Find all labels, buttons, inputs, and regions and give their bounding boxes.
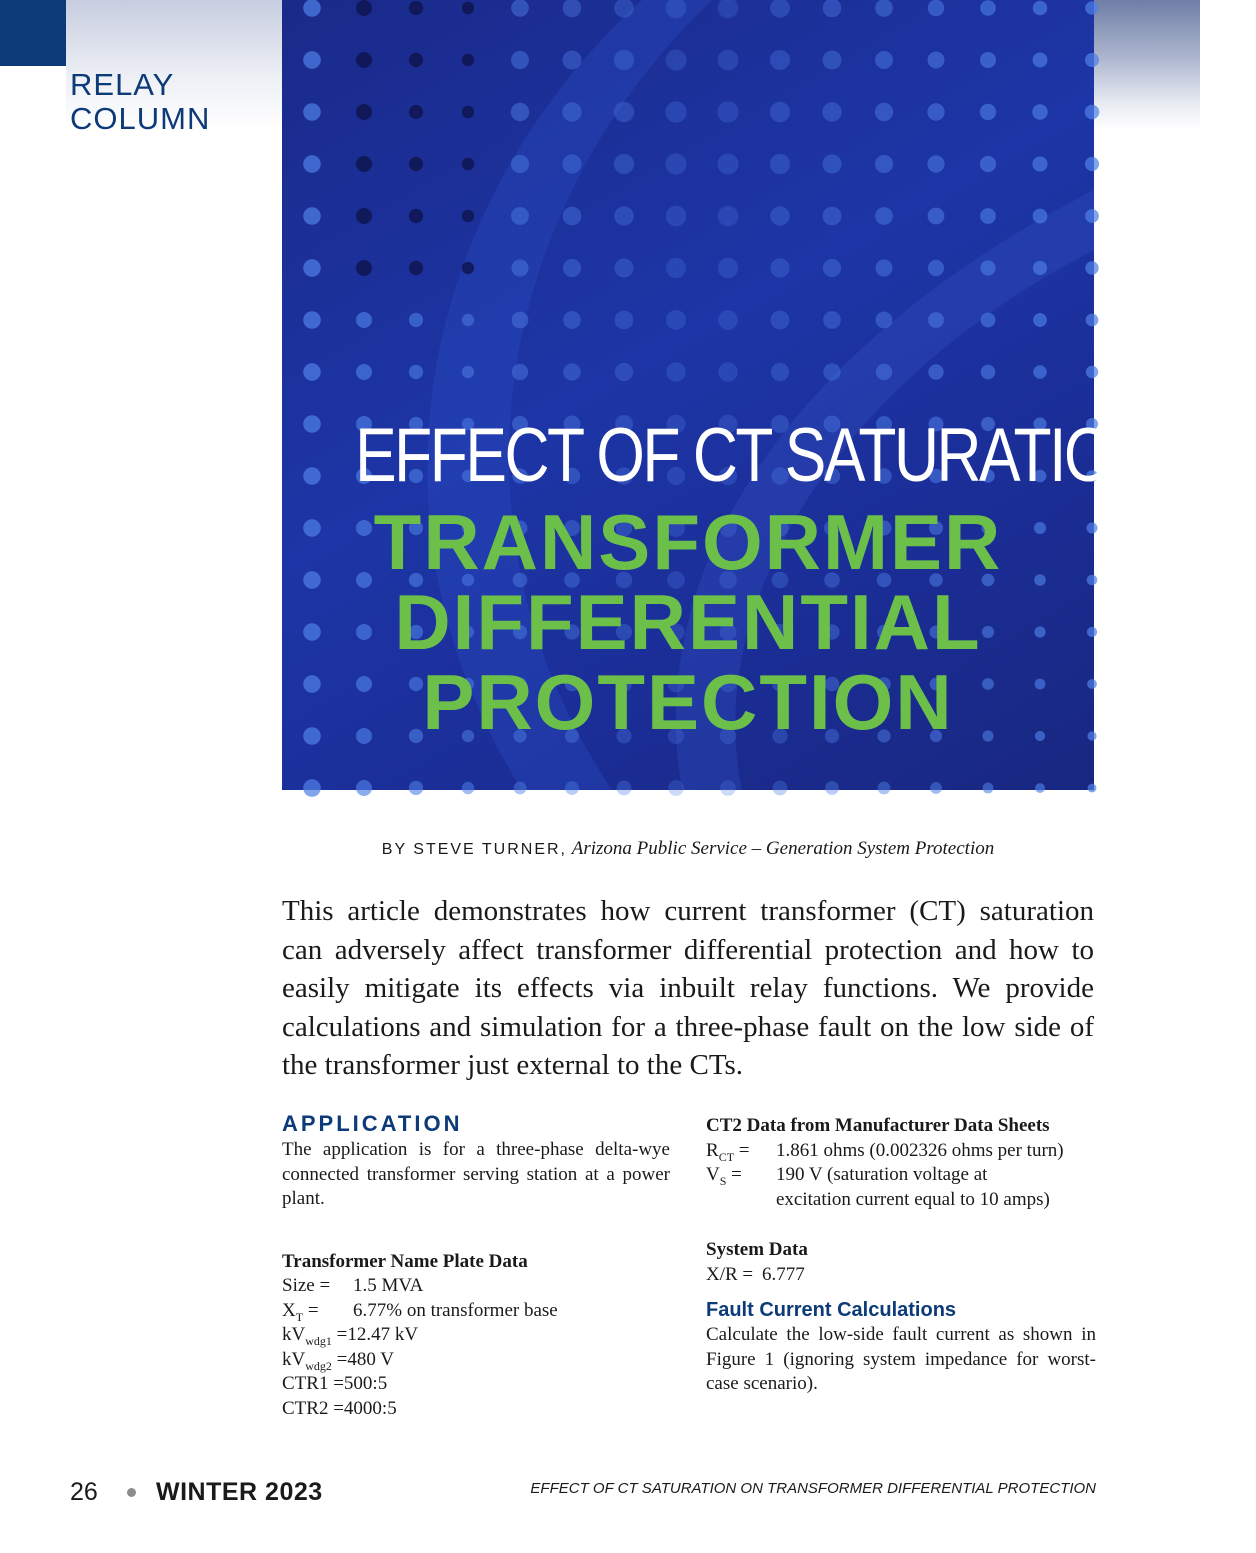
- header-gradient-right: [1094, 0, 1200, 130]
- hero-dot: [717, 153, 738, 174]
- hero-dot: [514, 782, 527, 795]
- hero-dot: [303, 207, 321, 225]
- hero-dot: [511, 259, 528, 276]
- hero-dot: [614, 206, 634, 226]
- hero-dot: [462, 262, 474, 274]
- hero-dot: [409, 209, 423, 223]
- section-label-line1: RELAY: [70, 67, 175, 102]
- hero-dot: [825, 781, 839, 795]
- hero-dot: [303, 363, 321, 381]
- hero-title-green-2: DIFFERENTIAL: [394, 578, 982, 666]
- hero-dot: [409, 53, 423, 67]
- hero-dot: [875, 155, 893, 173]
- hero-dot: [614, 154, 634, 174]
- hero-dot: [511, 51, 529, 69]
- page-number: 26: [70, 1478, 98, 1506]
- right-column: [706, 1114, 1096, 1397]
- hero-dot: [1088, 784, 1097, 793]
- fault-text: Calculate the low-side fault current as shown in Figure 1 (ignoring system impedance for worst-case scenario).: [706, 1324, 1096, 1394]
- hero-dot: [303, 103, 321, 121]
- hero-dot: [718, 310, 738, 330]
- byline: [282, 838, 1094, 860]
- hero-dot: [822, 154, 841, 173]
- system-xr-row: [706, 1263, 1096, 1288]
- hero-dot: [980, 104, 996, 120]
- hero-dot: [409, 313, 423, 327]
- hero-dot: [1085, 261, 1098, 274]
- fault-heading: Fault Current Calculations: [706, 1299, 957, 1321]
- hero-dot: [928, 364, 943, 379]
- hero-dot: [512, 364, 528, 380]
- hero-dot: [356, 364, 372, 380]
- hero-dot: [876, 312, 893, 329]
- hero-dot: [980, 0, 996, 16]
- hero-dot: [511, 103, 529, 121]
- hero-dot: [666, 206, 687, 227]
- hero-dot: [563, 311, 581, 329]
- hero-dot: [563, 259, 581, 277]
- hero-dot: [770, 154, 790, 174]
- hero-dot: [981, 313, 996, 328]
- xr-value: 6.777: [762, 1263, 805, 1285]
- hero-dot: [928, 52, 945, 69]
- hero-dot: [927, 103, 944, 120]
- ct2-vs-row: [706, 1163, 1096, 1188]
- hero-dot: [665, 101, 686, 122]
- hero-dot: [980, 156, 996, 172]
- hero-dot: [356, 0, 372, 16]
- hero-dot: [666, 362, 685, 381]
- hero-dot: [462, 782, 474, 794]
- hero-dot: [666, 310, 686, 330]
- xt-label: $X_T$ =: [282, 1299, 319, 1324]
- hero-dot: [770, 0, 790, 18]
- hero-dot: [356, 780, 372, 796]
- xr-label: X/R =: [706, 1263, 754, 1285]
- hero-dot: [875, 0, 893, 17]
- hero-dot: [823, 259, 841, 277]
- application-heading: APPLICATION: [282, 1111, 463, 1136]
- hero-title-line1: EFFECT OF CT SATURATION ON: [355, 413, 1256, 498]
- hero-dot: [614, 50, 634, 70]
- hero-dot: [615, 311, 634, 330]
- hero-dot: [303, 0, 321, 17]
- hero-dot: [563, 207, 582, 226]
- hero-dot: [928, 208, 945, 225]
- kv2-label: $kV_{wdg2}$ =: [282, 1348, 348, 1373]
- hero-dot: [356, 104, 372, 120]
- kv2-value: 480 V: [347, 1348, 395, 1370]
- hero-dot: [462, 366, 474, 378]
- hero-dot: [823, 0, 842, 17]
- hero-dot: [1035, 783, 1045, 793]
- hero-dot: [356, 156, 372, 172]
- hero-dot: [718, 206, 739, 227]
- hero-dot: [1032, 156, 1047, 171]
- hero-dot: [615, 363, 633, 381]
- hero-dot: [1033, 53, 1048, 68]
- hero-title: [282, 410, 1256, 746]
- hero-dot: [720, 780, 736, 796]
- vs-value: 190 V (saturation voltage at: [776, 1164, 988, 1185]
- hero-dot: [409, 1, 423, 15]
- section-label: [70, 68, 210, 136]
- hero-title-green-1: TRANSFORMER: [373, 498, 1003, 586]
- hero-dot: [823, 363, 840, 380]
- hero-dot: [462, 158, 474, 170]
- hero-dot: [980, 208, 996, 224]
- hero-dot: [876, 364, 892, 380]
- hero-dot: [614, 102, 634, 122]
- hero-dot: [875, 51, 893, 69]
- hero-dot: [356, 260, 372, 276]
- hero-dot: [928, 312, 944, 328]
- hero-dot: [1086, 314, 1099, 327]
- hero-dot: [1085, 53, 1099, 67]
- hero-dot: [770, 50, 790, 70]
- hero-dot: [668, 780, 684, 796]
- byline-author: BY STEVE TURNER,: [381, 841, 567, 858]
- hero-dot: [771, 363, 789, 381]
- hero-dot: [718, 362, 737, 381]
- kv1-label: $kV_{wdg1}$ =: [282, 1324, 348, 1348]
- rct-label: $R_{CT}$ =: [706, 1139, 750, 1164]
- hero-dot: [718, 258, 738, 278]
- hero-dot: [983, 783, 994, 794]
- hero-dot: [563, 51, 582, 70]
- hero-dot: [666, 258, 686, 278]
- size-label: Size =: [282, 1275, 331, 1296]
- hero-dot: [409, 157, 423, 171]
- hero-dot: [563, 363, 580, 380]
- hero-dot: [303, 259, 321, 277]
- hero-dot: [770, 102, 790, 122]
- hero-banner: [282, 0, 1256, 790]
- hero-dot: [462, 2, 474, 14]
- hero-dot: [511, 207, 529, 225]
- footer-bullet-icon: [127, 1488, 136, 1497]
- nameplate-heading: Transformer Name Plate Data: [282, 1250, 528, 1272]
- hero-dot: [822, 102, 841, 121]
- hero-dot: [717, 101, 738, 122]
- byline-affiliation: Arizona Public Service – Generation System Protection: [571, 838, 995, 859]
- running-title: EFFECT OF CT SATURATION ON TRANSFORMER DIFFERENTIAL PROTECTION: [530, 1480, 1096, 1497]
- hero-dot: [875, 207, 893, 225]
- ct2-rct-row: [706, 1139, 1096, 1164]
- hero-dot: [927, 155, 944, 172]
- hero-dot: [1033, 1, 1048, 16]
- hero-dot: [356, 312, 372, 328]
- hero-dot: [409, 781, 423, 795]
- hero-dot: [875, 103, 893, 121]
- hero-dot: [928, 0, 945, 16]
- hero-dot: [563, 0, 582, 17]
- hero-dot: [303, 311, 321, 329]
- hero-dot: [1032, 104, 1047, 119]
- hero-dot: [1033, 261, 1047, 275]
- hero-dot: [928, 260, 944, 276]
- issue-season: WINTER 2023: [156, 1478, 323, 1506]
- hero-dot: [617, 781, 632, 796]
- hero-dot: [718, 50, 739, 71]
- hero-dot: [511, 0, 529, 17]
- hero-dot: [981, 365, 995, 379]
- left-column: [282, 1110, 670, 1421]
- hero-dot: [666, 50, 687, 71]
- hero-dot: [718, 0, 739, 18]
- hero-dot: [1085, 157, 1099, 171]
- hero-dot: [409, 365, 423, 379]
- hero-dot: [980, 52, 996, 68]
- hero-dot: [462, 210, 474, 222]
- rct-value: 1.861 ohms (0.002326 ohms per turn): [776, 1139, 1064, 1161]
- lede-paragraph: This article demonstrates how current transformer (CT) saturation can adversely affect transformer differential protection and how to easily mitigate its effects via inbuilt relay functions. We provide calculations and simulation for a three-phase fault on the low side of the transformer just external to the CTs.: [282, 895, 1094, 1081]
- hero-dot: [512, 312, 529, 329]
- hero-dot: [875, 259, 892, 276]
- vs-label: $V_S$ =: [706, 1164, 742, 1188]
- nameplate-kv1-row: [282, 1323, 670, 1348]
- corner-tab: [0, 0, 66, 66]
- hero-dot: [980, 260, 995, 275]
- hero-dot: [462, 314, 474, 326]
- hero-dot: [771, 311, 790, 330]
- ctr1-row: CTR1 =500:5: [282, 1373, 388, 1394]
- hero-dot: [356, 52, 372, 68]
- hero-dot: [1085, 1, 1099, 15]
- hero-dot: [930, 782, 942, 794]
- hero-dot: [1086, 366, 1098, 378]
- size-value: 1.5 MVA: [353, 1275, 424, 1296]
- nameplate-size-row: [282, 1274, 670, 1299]
- hero-dot: [1085, 105, 1100, 120]
- hero-dot: [356, 208, 372, 224]
- hero-dot: [565, 781, 579, 795]
- kv1-value: 12.47 kV: [347, 1324, 419, 1345]
- hero-dot: [303, 51, 321, 69]
- xt-value: 6.77% on transformer base: [353, 1299, 558, 1321]
- hero-dot: [823, 311, 841, 329]
- hero-dot: [303, 779, 321, 797]
- hero-dot: [562, 102, 581, 121]
- ctr2-row: CTR2 =4000:5: [282, 1397, 397, 1419]
- hero-dot: [1033, 365, 1046, 378]
- section-label-line2: COLUMN: [70, 101, 211, 136]
- hero-dot: [770, 258, 789, 277]
- ct2-heading: CT2 Data from Manufacturer Data Sheets: [706, 1115, 1050, 1136]
- application-text: The application is for a three-phase delta-wye connected transformer serving station at a power plant.: [282, 1139, 670, 1209]
- hero-dot: [303, 155, 321, 173]
- hero-dot: [614, 258, 633, 277]
- hero-dot: [409, 105, 423, 119]
- hero-dot: [770, 206, 790, 226]
- hero-dot: [1033, 209, 1048, 224]
- hero-dot: [878, 782, 891, 795]
- system-heading: System Data: [706, 1239, 808, 1260]
- hero-dot: [409, 261, 423, 275]
- hero-dot: [665, 153, 686, 174]
- hero-dot: [773, 781, 788, 796]
- hero-dot: [511, 155, 529, 173]
- hero-dot: [1033, 313, 1047, 327]
- hero-dot: [823, 207, 842, 226]
- hero-dot: [562, 154, 581, 173]
- hero-title-green-3: PROTECTION: [422, 658, 954, 746]
- hero-dot: [1085, 209, 1099, 223]
- hero-dot: [462, 106, 474, 118]
- nameplate-kv2-row: [282, 1348, 670, 1373]
- vs-value-cont: excitation current equal to 10 amps): [776, 1188, 1050, 1210]
- hero-dot: [823, 51, 842, 70]
- nameplate-xt-row: [282, 1299, 670, 1324]
- hero-dot: [462, 54, 474, 66]
